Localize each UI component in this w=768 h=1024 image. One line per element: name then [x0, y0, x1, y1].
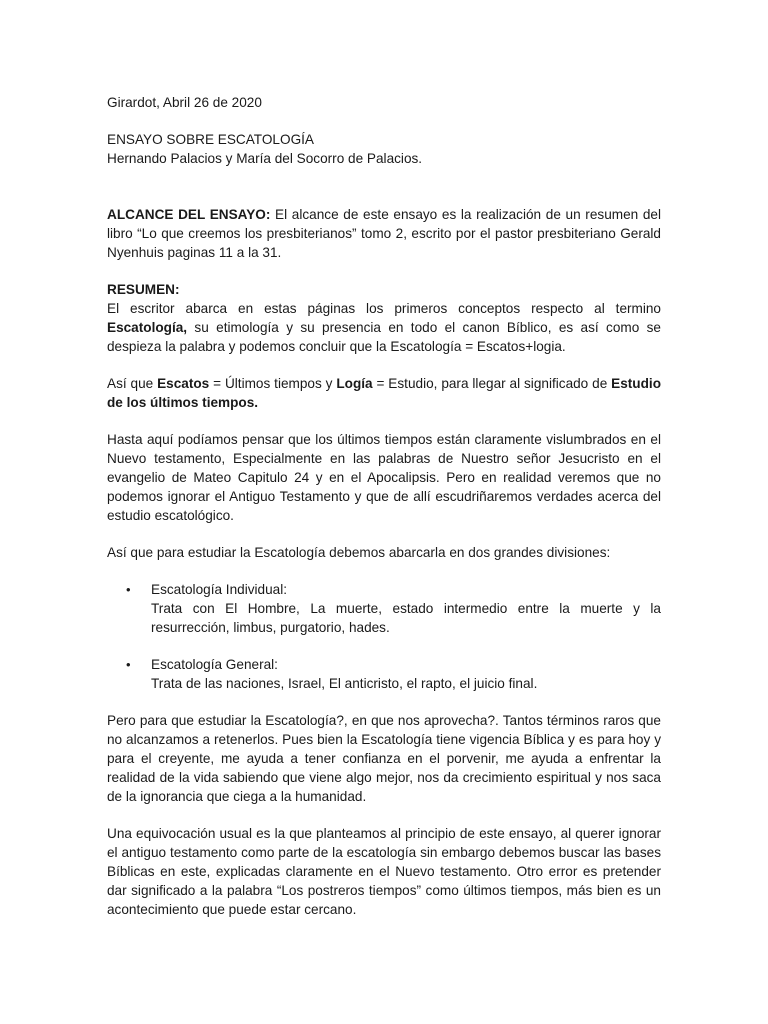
list-item-individual — [107, 580, 661, 637]
term-escatos: Escatos — [157, 376, 210, 391]
resumen-p2-text-a: Así que — [107, 376, 158, 391]
list-item-general — [107, 655, 661, 693]
alcance-text: El alcance de este ensayo es la realización de un resumen del libro “Lo que creemos los presbiterianos” tomo 2, escrito por el pastor presbiteriano Gerald Nyenhuis paginas 11 a la 31. — [107, 207, 661, 260]
resumen-p1-text-a: El escritor abarca en estas páginas los primeros conceptos respecto al termino — [107, 301, 661, 316]
divisions-list — [107, 580, 661, 693]
authors: Hernando Palacios y María del Socorro de Palacios. — [107, 151, 423, 166]
place-date: Girardot, Abril 26 de 2020 — [107, 95, 262, 110]
division-body: Trata con El Hombre, La muerte, estado intermedio entre la muerte y la resurrección, limbus, purgatorio, hades. — [151, 601, 661, 635]
resumen-paragraph-1 — [107, 299, 661, 356]
term-logia: Logía — [336, 376, 373, 391]
resumen-paragraph-2 — [107, 374, 661, 412]
term-estudio-ultimos-tiempos: Estudio de los últimos tiempos. — [107, 376, 661, 410]
resumen-paragraph-4: Así que para estudiar la Escatología debemos abarcarla en dos grandes divisiones: — [107, 545, 611, 560]
resumen-paragraph-3: Hasta aquí podíamos pensar que los últimos tiempos están claramente vislumbrados en el Nuevo testamento, Especialmente en las palabras de Nuestro señor Jesucristo en el evangelio de Mateo Capitulo 24 y en el Apocalipsis. Pero en realidad veremos que no podemos ignorar el Antiguo Testamento y que de allí escudriñaremos verdades acerca del estudio escatológico. — [107, 432, 661, 523]
term-escatologia: Escatología, — [107, 320, 188, 335]
resumen-heading: RESUMEN: — [107, 282, 180, 297]
alcance-label: ALCANCE DEL ENSAYO: — [107, 207, 271, 222]
resumen-p1-text-c: su etimología y su presencia en todo el canon Bíblico, es así como se despieza la palabra y podemos concluir que la Escatología = Escatos+logia. — [107, 320, 661, 354]
closing-paragraph-1: Pero para que estudiar la Escatología?, en que nos aprovecha?. Tantos términos raros que no alcanzamos a retenerlos. Pues bien la Escatología tiene vigencia Bíblica y es para hoy y para el creyente, me ayuda a tener confianza en el porvenir, me ayuda a enfrentar la realidad de la vida sabiendo que viene algo mejor, nos da crecimiento espiritual y nos saca de la ignorancia que ciega a la humanidad. — [107, 713, 661, 804]
essay-title: ENSAYO SOBRE ESCATOLOGÍA — [107, 132, 314, 147]
resumen-p2-text-e: = Estudio, para llegar al significado de — [372, 376, 612, 391]
closing-paragraph-2: Una equivocación usual es la que planteamos al principio de este ensayo, al querer ignorar el antiguo testamento como parte de la escatología sin embargo debemos buscar las bases Bíblicas en este, explicadas claramente en el Nuevo testamento. Otro error es pretender dar significado a la palabra “Los postreros tiempos” como últimos tiempos, más bien es un acontecimiento que puede estar cercano. — [107, 826, 661, 917]
bullet-icon: • — [126, 582, 131, 597]
division-body: Trata de las naciones, Israel, El anticristo, el rapto, el juicio final. — [151, 676, 538, 691]
bullet-icon: • — [126, 657, 131, 672]
resumen-p2-text-c: = Últimos tiempos y — [209, 376, 337, 391]
division-title: Escatología Individual: — [151, 582, 288, 597]
alcance-paragraph — [107, 205, 661, 262]
division-title: Escatología General: — [151, 657, 278, 672]
